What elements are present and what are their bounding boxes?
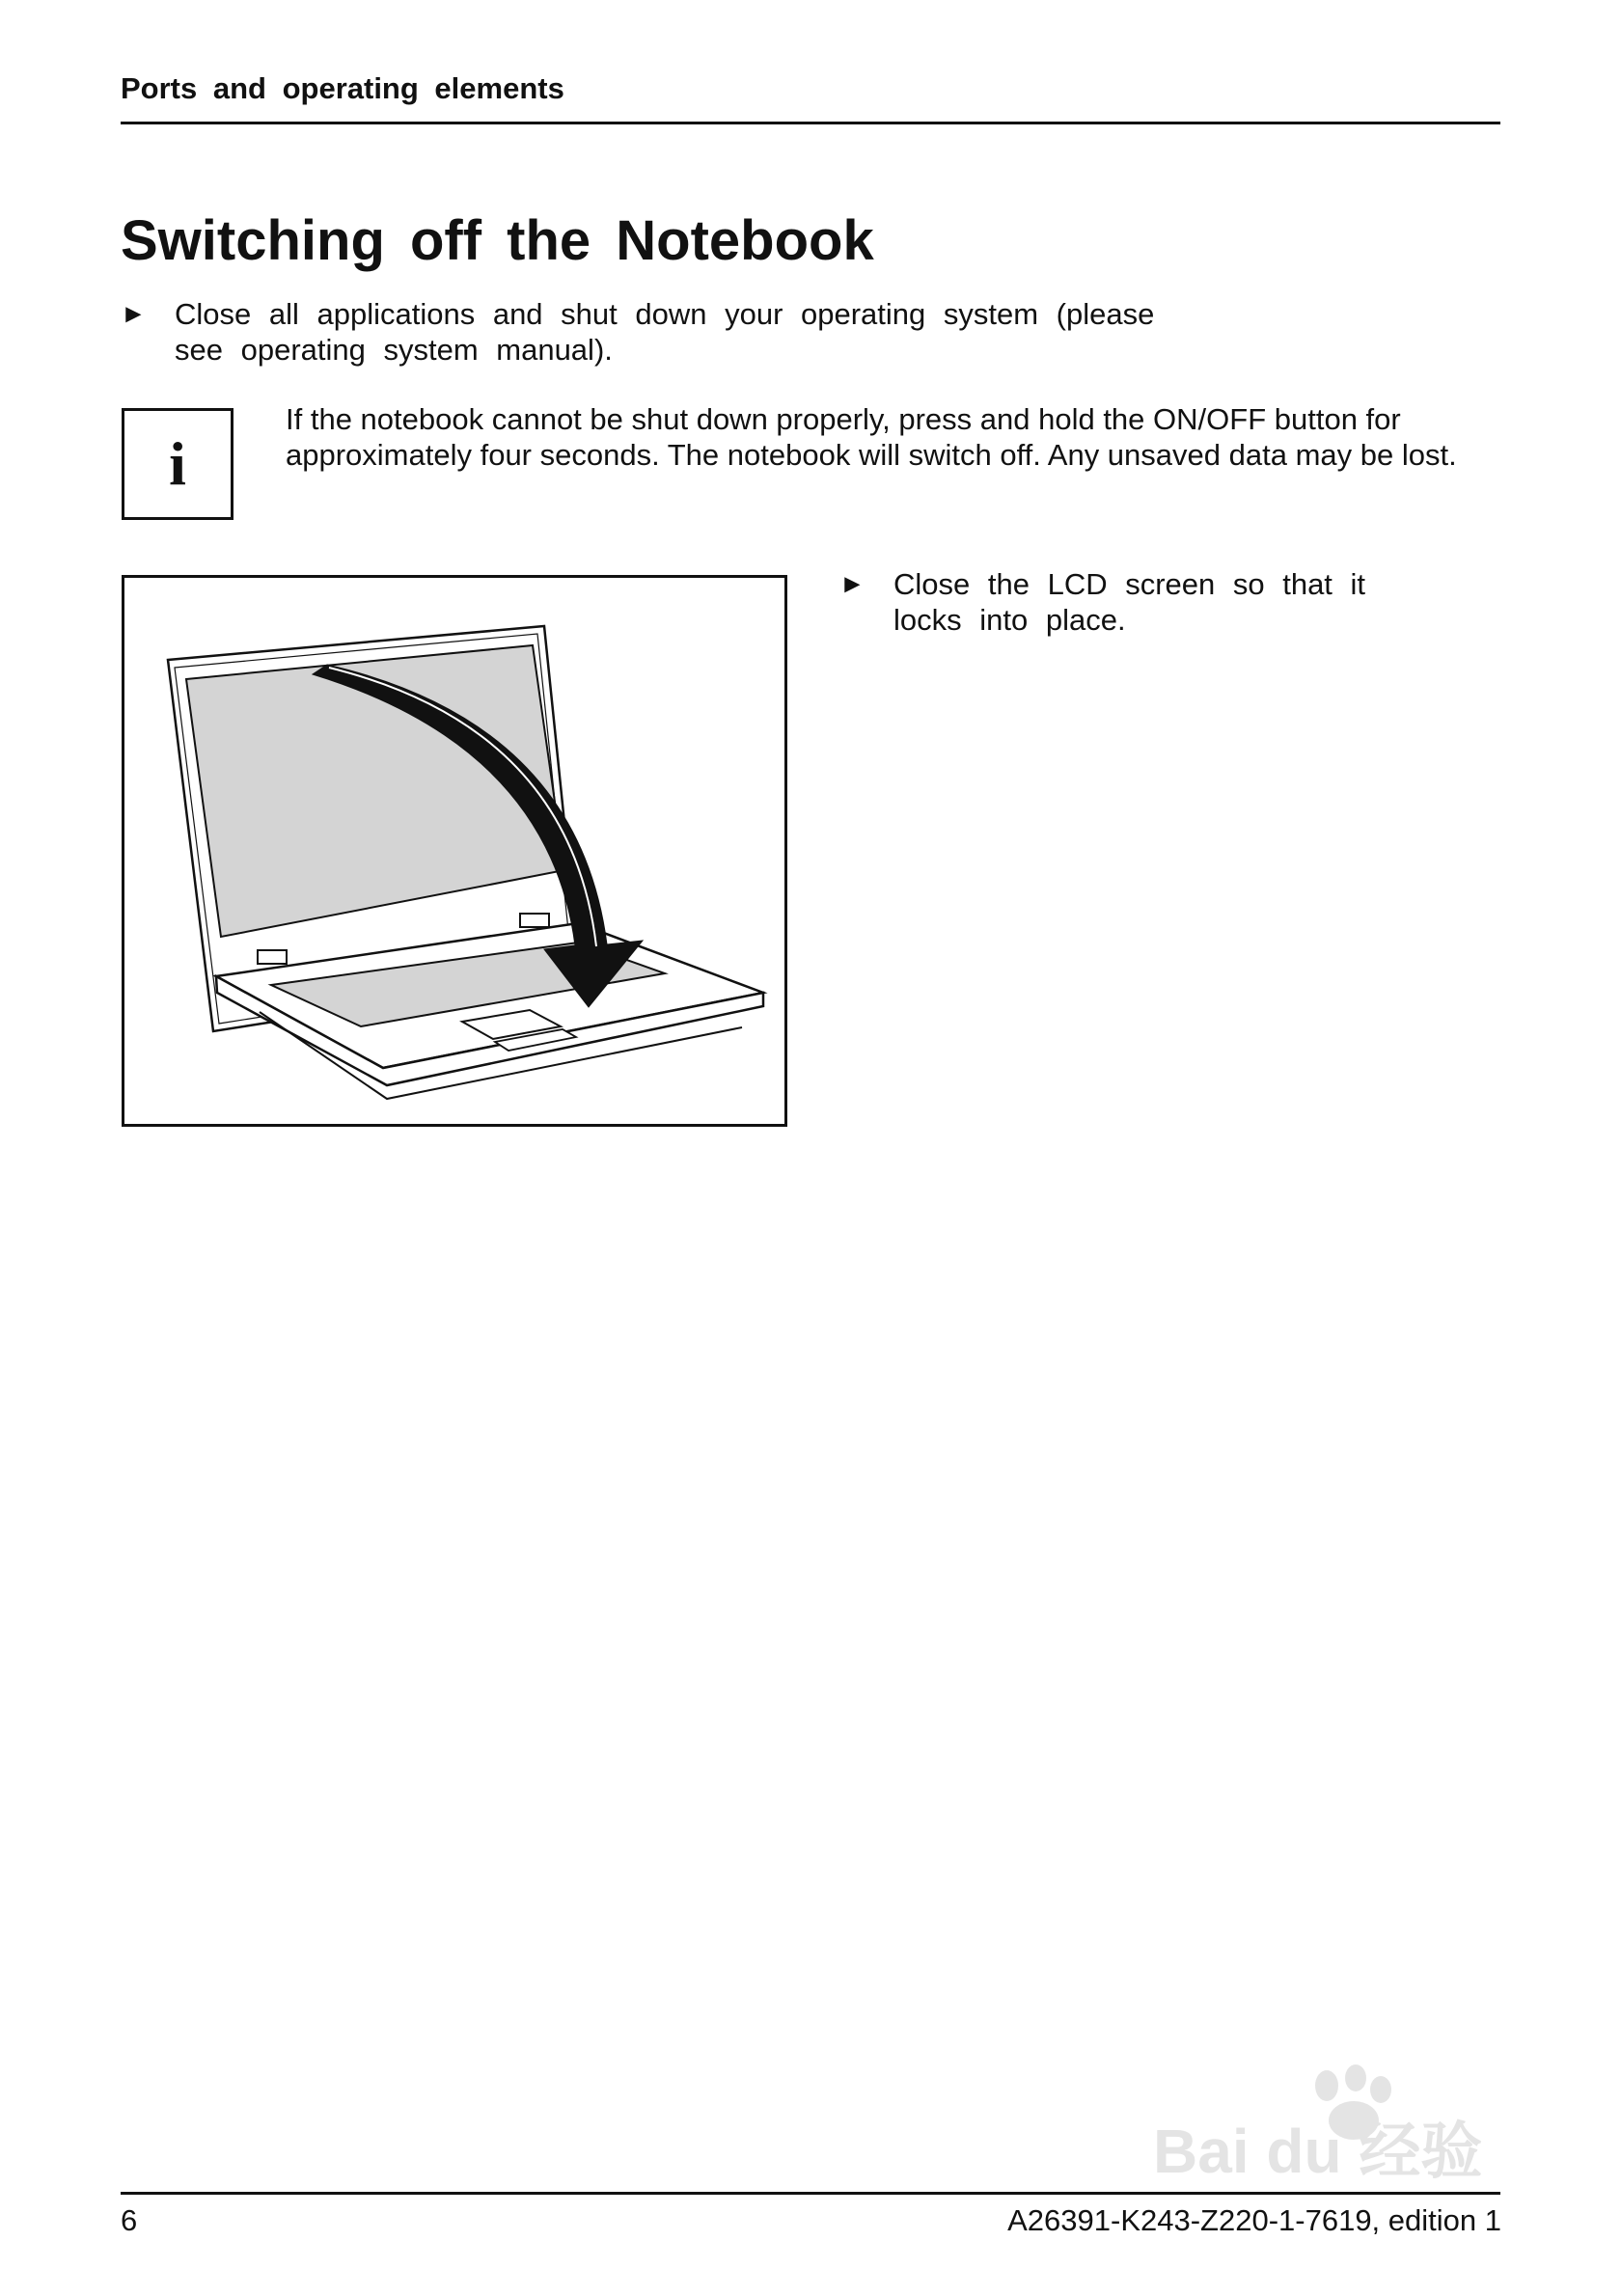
step-2-line-2: locks into place. bbox=[893, 603, 1126, 637]
footer-rule bbox=[121, 2192, 1500, 2195]
info-note-line-1: If the notebook cannot be shut down properly, press and hold the ON/OFF button for bbox=[286, 402, 1401, 436]
baidu-watermark-logo bbox=[1153, 2064, 1539, 2190]
step-2-line-1: Close the LCD screen so that it bbox=[893, 567, 1366, 601]
page-number: 6 bbox=[121, 2203, 138, 2237]
watermark-text: Bai du 经验 bbox=[1153, 2117, 1483, 2186]
notebook-closing-illustration bbox=[124, 578, 784, 1124]
step-1-line-1: Close all applications and shut down your operating system (please bbox=[175, 297, 1155, 331]
right-hinge bbox=[520, 914, 549, 927]
left-hinge bbox=[258, 950, 287, 964]
step-1-text bbox=[175, 296, 1154, 368]
bullet-arrow-icon: ► bbox=[121, 299, 147, 328]
step-1-line-2: see operating system manual). bbox=[175, 333, 613, 367]
page-title: Switching off the Notebook bbox=[121, 209, 874, 272]
bullet-arrow-icon: ► bbox=[839, 569, 865, 598]
info-note bbox=[286, 401, 1511, 473]
info-icon-letter: i bbox=[169, 429, 186, 498]
header-rule bbox=[121, 122, 1500, 124]
running-header: Ports and operating elements bbox=[121, 71, 564, 105]
step-2-text bbox=[893, 566, 1365, 638]
notebook-figure bbox=[122, 575, 787, 1127]
info-note-line-2: approximately four seconds. The notebook will switch off. Any unsaved data may be lost. bbox=[286, 438, 1457, 472]
document-id: A26391-K243-Z220-1-7619, edition 1 bbox=[1007, 2203, 1501, 2237]
info-icon bbox=[122, 408, 234, 520]
